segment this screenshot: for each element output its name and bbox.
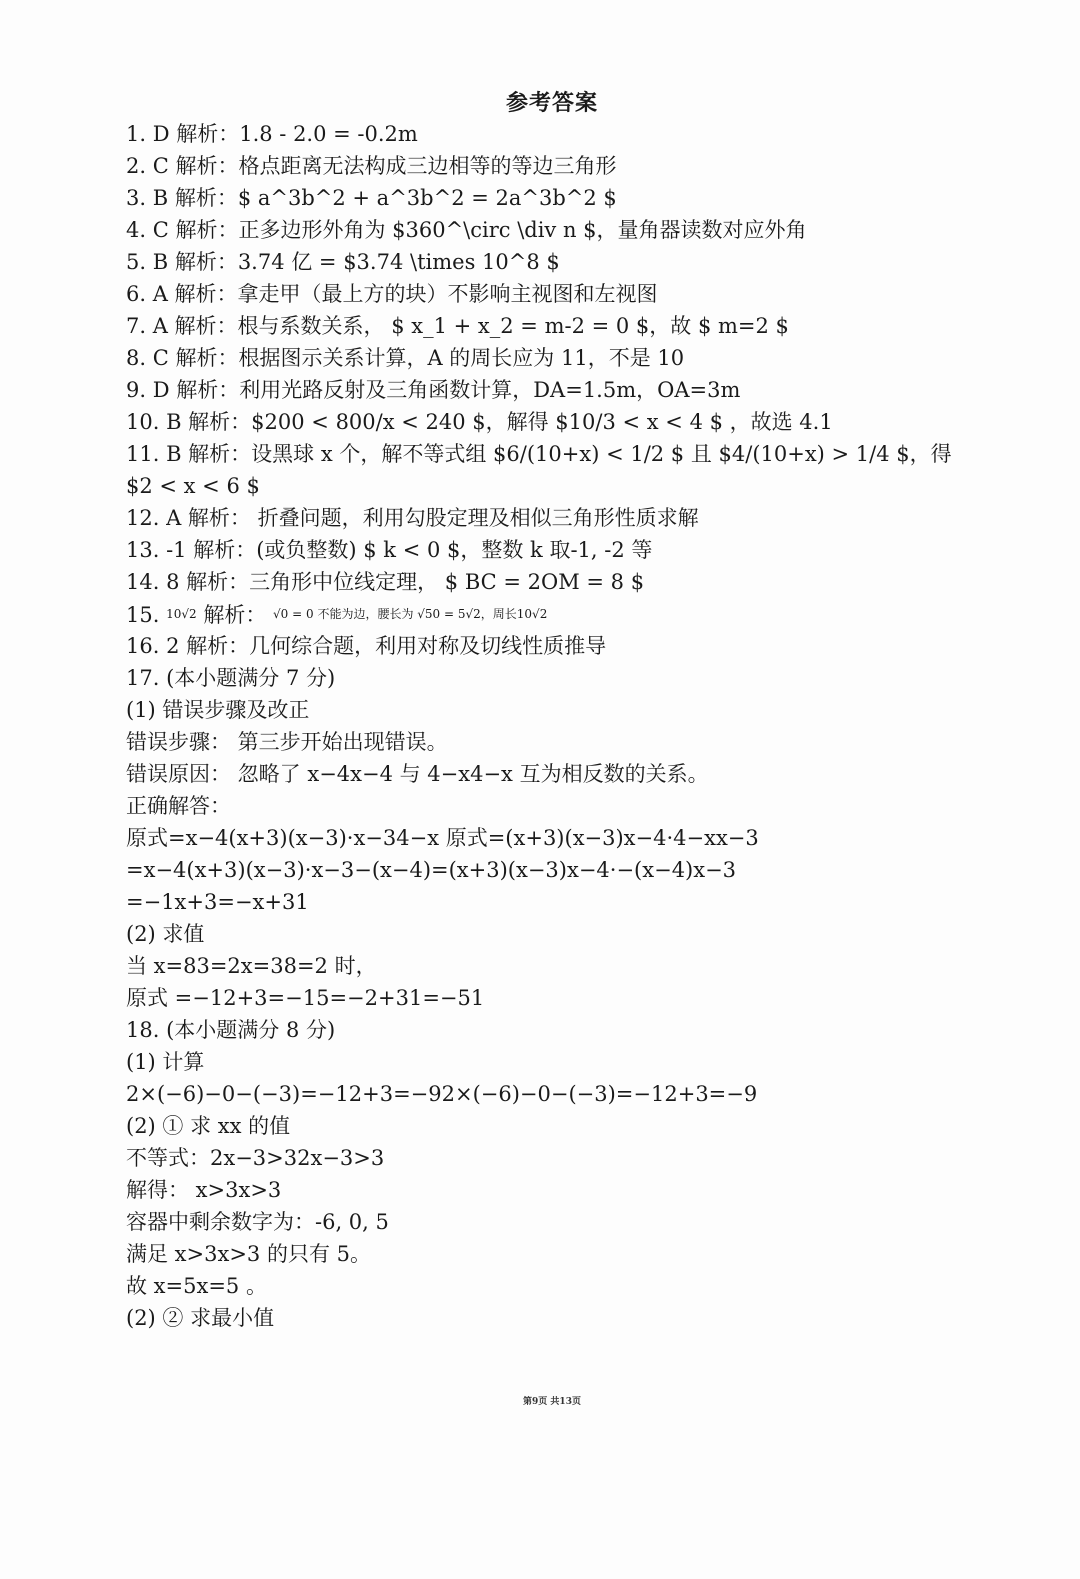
answer-line-1: 1. D 解析：1.8 - 2.0 = -0.2m <box>126 122 418 146</box>
q17-step-2: =x−4(x+3)(x−3)·x−3−(x−4)=(x+3)(x−3)x−4·−(x−4)x−3 <box>126 858 737 882</box>
answer-line-14: 14. 8 解析：三角形中位线定理， $ BC = 2OM = 8 $ <box>126 570 645 594</box>
page-title: 参考答案 <box>505 90 598 116</box>
answer-list <box>126 118 986 1334</box>
q17-error-step: 错误步骤： 第三步开始出现错误。 <box>126 730 448 754</box>
answer-line-5: 5. B 解析：3.74 亿 = $3.74 \times 10^8 $ <box>126 250 560 274</box>
answer-15-detail: √0 = 0 不能为边，腰长为 √50 = 5√2，周长10√2 <box>273 607 548 621</box>
answer-line-10: 10. B 解析：$200 < 800/x < 240 $，解得 $10/3 < x < 4 $ ，故选 4.1 <box>126 410 833 434</box>
q17-when: 当 x=83=2x=38=2 时， <box>126 954 377 978</box>
answer-line-16: 16. 2 解析：几何综合题，利用对称及切线性质推导 <box>126 634 607 658</box>
answer-15-number: 15. <box>126 603 160 627</box>
q18-calc: 2×(−6)−0−(−3)=−12+3=−92×(−6)−0−(−3)=−12+3=−9 <box>126 1082 758 1106</box>
q18-solution: 解得： x>3x>3 <box>126 1178 282 1202</box>
answer-15-value: 10√2 <box>166 607 197 621</box>
answer-line-13: 13. -1 解析：(或负整数) $ k < 0 $，整数 k 取-1, -2 等 <box>126 538 653 562</box>
q18-part2-1-heading: (2) ① 求 xx 的值 <box>126 1114 291 1138</box>
q17-result: 原式 =−12+3=−15=−2+31=−51 <box>126 986 485 1010</box>
answer-line-9: 9. D 解析：利用光路反射及三角函数计算，DA=1.5m，OA=3m <box>126 378 741 402</box>
answer-line-4: 4. C 解析：正多边形外角为 $360^\circ \div n $，量角器读数对应外角 <box>126 218 807 242</box>
q18-inequality: 不等式：2x−3>32x−3>3 <box>126 1146 385 1170</box>
answer-line-11-cont: $2 < x < 6 $ <box>126 474 260 498</box>
q17-step-1: 原式=x−4(x+3)(x−3)·x−34−x 原式=(x+3)(x−3)x−4·4−xx−3 <box>126 826 759 850</box>
answer-line-15 <box>126 598 986 630</box>
q17-step-3: =−1x+3=−x+31 <box>126 890 309 914</box>
q17-part2-heading: (2) 求值 <box>126 922 205 946</box>
q18-part1-heading: (1) 计算 <box>126 1050 205 1074</box>
q18-part2-2-heading: (2) ② 求最小值 <box>126 1306 275 1330</box>
page-footer: 第9页 共13页 <box>523 1397 581 1407</box>
q17-correct-heading: 正确解答： <box>126 794 231 818</box>
answer-line-8: 8. C 解析：根据图示关系计算，A 的周长应为 11，不是 10 <box>126 346 685 370</box>
answer-line-11: 11. B 解析：设黑球 x 个，解不等式组 $6/(10+x) < 1/2 $ 且 $4/(10+x) > 1/4 $，得 <box>126 442 952 466</box>
q18-satisfy: 满足 x>3x>3 的只有 5。 <box>126 1242 371 1266</box>
q18-therefore: 故 x=5x=5 。 <box>126 1274 267 1298</box>
answer-line-3: 3. B 解析：$ a^3b^2 + a^3b^2 = 2a^3b^2 $ <box>126 186 617 210</box>
q17-error-reason: 错误原因： 忽略了 x−4x−4 与 4−x4−x 互为相反数的关系。 <box>126 762 709 786</box>
answer-15-label: 解析： <box>203 603 267 627</box>
q17-part1-heading: (1) 错误步骤及改正 <box>126 698 310 722</box>
question-18-heading: 18. (本小题满分 8 分) <box>126 1018 336 1042</box>
q18-remaining: 容器中剩余数字为：-6, 0, 5 <box>126 1210 389 1234</box>
question-17-heading: 17. (本小题满分 7 分) <box>126 666 336 690</box>
answer-line-6: 6. A 解析：拿走甲（最上方的块）不影响主视图和左视图 <box>126 282 658 306</box>
answer-line-2: 2. C 解析：格点距离无法构成三边相等的等边三角形 <box>126 154 617 178</box>
answer-line-12: 12. A 解析： 折叠问题，利用勾股定理及相似三角形性质求解 <box>126 506 699 530</box>
answer-line-7: 7. A 解析：根与系数关系， $ x_1 + x_2 = m-2 = 0 $，故 $ m=2 $ <box>126 314 789 338</box>
